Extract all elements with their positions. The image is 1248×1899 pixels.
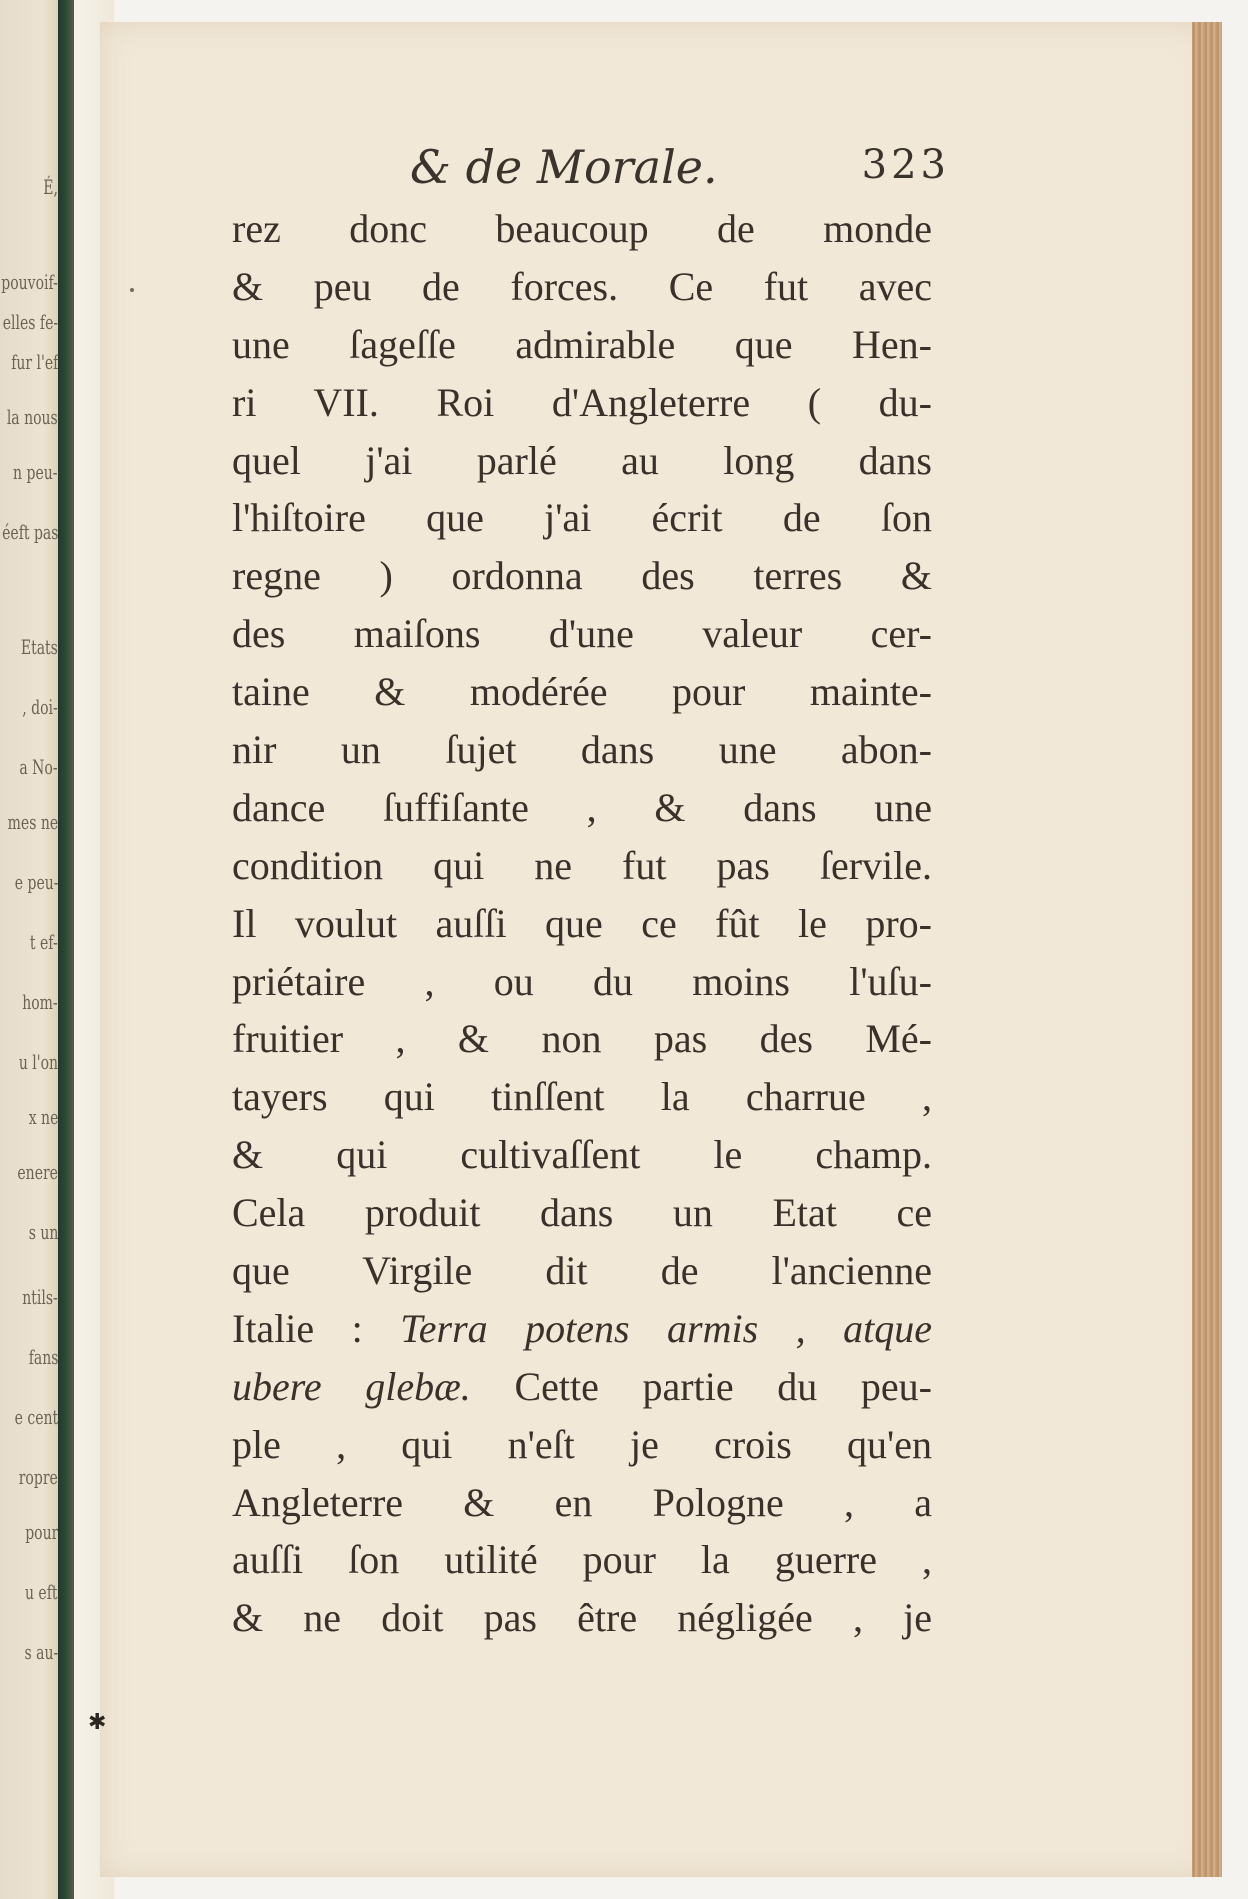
text-line: des maiſons d'une valeur cer- [232,611,932,657]
facing-page-fragment: s un [28,1220,58,1244]
text-line: Cela produit dans un Etat ce [232,1190,932,1236]
text-line: taine & modérée pour mainte- [232,669,932,715]
facing-page-fragment: e cent [14,1405,58,1429]
text-line: & qui cultivaſſent le champ. [232,1132,932,1178]
text-line: l'hiſtoire que j'ai écrit de ſon [232,495,932,541]
facing-page-fragment: la nous [7,405,58,429]
facing-page-fragment: n peu- [13,460,58,484]
roman-text: Cette partie du peu- [470,1363,933,1409]
text-line-mixed [232,1358,932,1416]
facing-page-fragment: ntils- [22,1285,58,1309]
facing-page-fragment: pour [24,1520,58,1544]
roman-text: Italie : [232,1305,401,1351]
facing-page-fragment: e peu- [14,870,58,894]
text-line: rez donc beaucoup de monde [232,206,932,251]
text-line: auſſi ſon utilité pour la guerre , [232,1537,932,1583]
text-line: Il voulut auſſi que ce fût le pro- [232,900,932,946]
facing-page-fragment: elles fe- [2,310,58,334]
latin-quote: ubere glebæ. [232,1363,471,1409]
text-line: ple , qui n'eſt je crois qu'en [232,1421,932,1467]
page-header [410,140,950,200]
facing-page-fragment: ropre [18,1465,58,1489]
facing-page-fragment: Etats [20,635,58,659]
body-text [232,200,932,1647]
facing-page-fragment: éeft pas [1,520,58,544]
facing-page-fragment: fur l'ef [10,350,58,374]
text-line: Angleterre & en Pologne , a [232,1479,932,1525]
text-line: & ne doit pas être négligée , je [232,1595,932,1641]
facing-page-fragment: hom- [22,990,58,1014]
facing-page-fragment: u eft [25,1580,58,1604]
text-line: ri VII. Roi d'Angleterre ( du- [232,379,932,425]
text-line: regne ) ordonna des terres & [232,553,932,599]
running-head: & de Morale. [410,140,718,194]
facing-page-fragment: u l'on [18,1050,58,1074]
page-edges [1192,22,1222,1877]
text-line: priétaire , ou du moins l'uſu- [232,958,932,1004]
facing-page-fragment: enere [17,1160,58,1184]
facing-page-fragment: É, [43,175,58,199]
text-line: condition qui ne fut pas ſervile. [232,842,932,888]
text-line: dance ſuffiſante , & dans une [232,784,932,830]
text-line: tayers qui tinſſent la charrue , [232,1074,932,1120]
facing-page-fragment: t ef- [30,930,58,954]
facing-page-fragment: pouvoif- [1,270,58,294]
text-line: quel j'ai parlé au long dans [232,437,932,483]
text-line: fruitier , & non pas des Mé- [232,1016,932,1062]
text-line: que Virgile dit de l'ancienne [232,1248,932,1294]
facing-page-fragment: , doi- [22,695,58,719]
book-binding [58,0,74,1899]
paper-fleck [130,288,134,292]
latin-quote: Terra potens armis , atque [400,1305,932,1351]
facing-page-fragment: s au- [24,1640,58,1664]
text-line: nir un ſujet dans une abon- [232,727,932,773]
facing-page-fragment: x ne [28,1105,58,1129]
text-line: & peu de forces. Ce fut avec [232,263,932,309]
facing-page-edge [0,0,62,1899]
margin-mark: ✱ [88,1710,107,1735]
facing-page-fragment: mes ne [7,810,58,834]
facing-page-fragment: a No- [19,755,58,779]
text-line-mixed [232,1300,932,1358]
text-line: une ſageſſe admirable que Hen- [232,321,932,367]
page-number: 323 [861,142,950,188]
facing-page-fragment: fans [28,1345,58,1369]
